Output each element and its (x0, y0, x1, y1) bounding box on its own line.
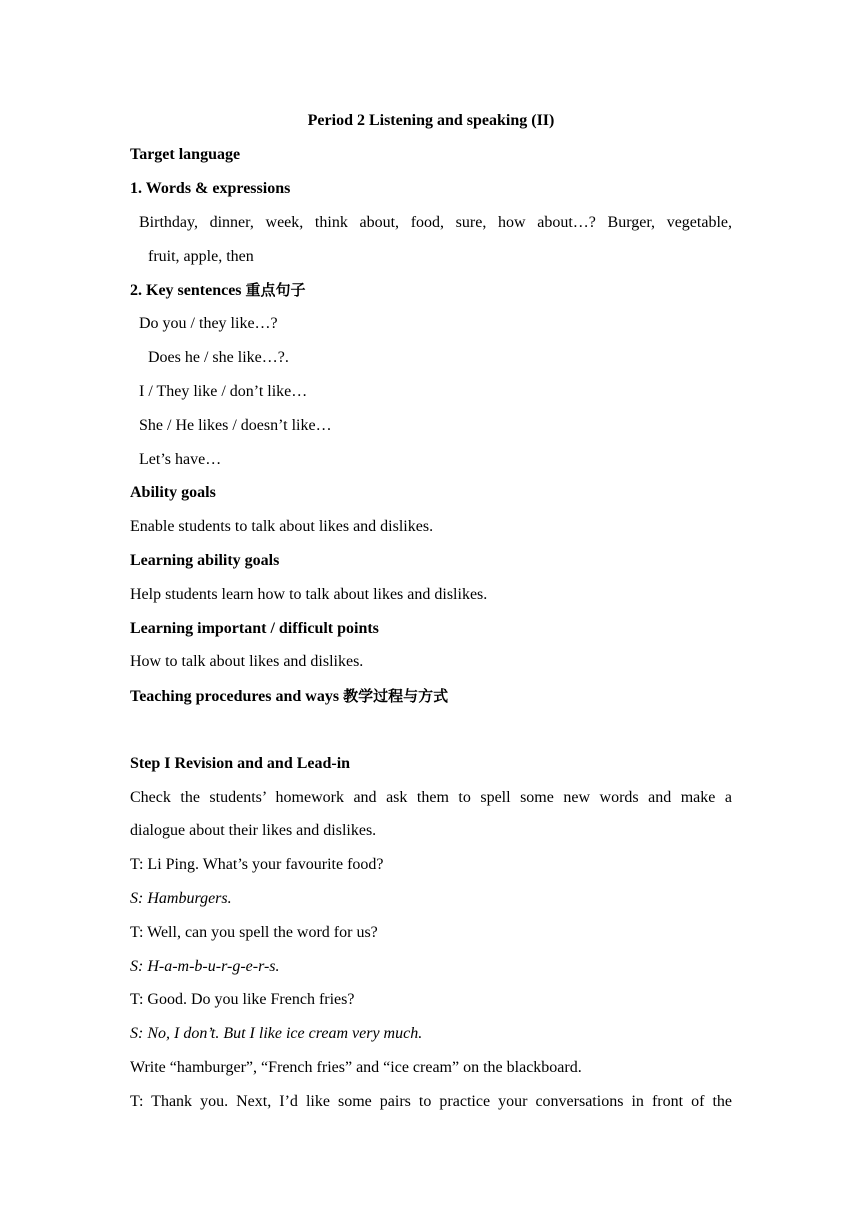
procedures-label: Teaching procedures and ways (130, 688, 340, 705)
step1-paragraph-line-1: Check the students’ homework and ask them to spell some new words and make a (130, 789, 732, 806)
key-sentences-cn-label: 重点句子 (245, 281, 306, 299)
ability-goals-heading: Ability goals (130, 484, 216, 501)
dialogue-line-6: S: No, I don’t. But I like ice cream very much. (130, 1025, 423, 1042)
dialogue-line-4: S: H-a-m-b-u-r-g-e-r-s. (130, 958, 280, 975)
dialogue-line-2: S: Hamburgers. (130, 890, 232, 907)
key-sentences-label: 2. Key sentences (130, 282, 242, 299)
important-points-text: How to talk about likes and dislikes. (130, 653, 364, 670)
learning-ability-heading: Learning ability goals (130, 552, 280, 569)
important-points-heading: Learning important / difficult points (130, 620, 379, 637)
dialogue-line-3: T: Well, can you spell the word for us? (130, 924, 378, 941)
words-line-1: Birthday, dinner, week, think about, food, sure, how about…? Burger, vegetable, (139, 214, 732, 231)
key-sentences-heading (130, 280, 732, 301)
sentence-1: Do you / they like…? (139, 315, 278, 332)
blackboard-line: Write “hamburger”, “French fries” and “ice cream” on the blackboard. (130, 1059, 582, 1076)
last-line: T: Thank you. Next, I’d like some pairs to practice your conversations in front of the (130, 1093, 732, 1110)
document-title: Period 2 Listening and speaking (II) (307, 112, 555, 129)
sentence-5: Let’s have… (139, 451, 222, 468)
learning-ability-text: Help students learn how to talk about likes and dislikes. (130, 586, 488, 603)
dialogue-line-1: T: Li Ping. What’s your favourite food? (130, 856, 384, 873)
procedures-cn-label: 教学过程与方式 (343, 687, 449, 705)
procedures-heading (130, 686, 732, 707)
sentence-3: I / They like / don’t like… (139, 383, 308, 400)
dialogue-line-5: T: Good. Do you like French fries? (130, 991, 355, 1008)
target-language-heading: Target language (130, 146, 241, 163)
words-line-2: fruit, apple, then (148, 248, 254, 265)
step1-heading: Step I Revision and and Lead-in (130, 755, 351, 772)
ability-goals-text: Enable students to talk about likes and dislikes. (130, 518, 434, 535)
sentence-4: She / He likes / doesn’t like… (139, 417, 332, 434)
step1-paragraph-line-2: dialogue about their likes and dislikes. (130, 822, 377, 839)
sentence-2: Does he / she like…?. (148, 349, 289, 366)
words-heading: 1. Words & expressions (130, 180, 291, 197)
